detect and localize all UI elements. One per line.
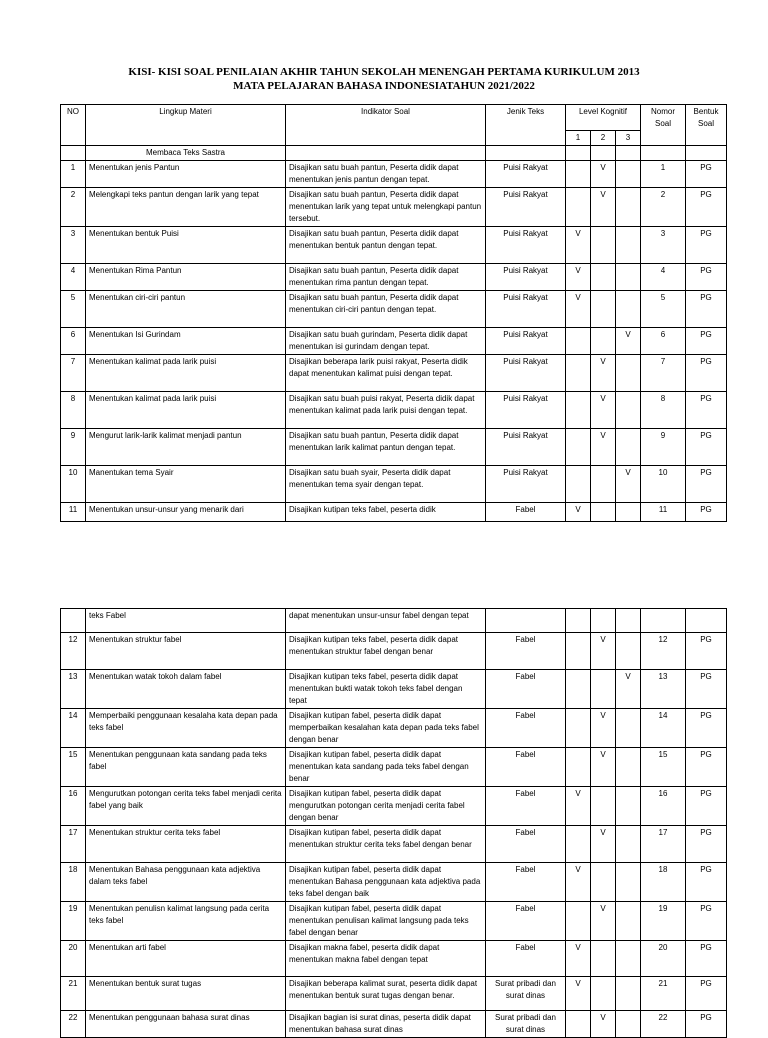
row-lingkup-materi: Menentukan Isi Gurindam xyxy=(86,328,286,355)
row-no: 9 xyxy=(61,429,86,466)
row-level-2: V xyxy=(591,392,616,429)
row-lingkup-materi: Mengurutkan potongan cerita teks fabel menjadi cerita fabel yang baik xyxy=(86,787,286,826)
row-jenis-teks: Fabel xyxy=(486,748,566,787)
row-level-2 xyxy=(591,503,616,522)
row-indikator-soal: Disajikan satu buah puisi rakyat, Peserta didik dapat menentukan kalimat pada larik puisi dengan tepat. xyxy=(286,392,486,429)
row-level-1: V xyxy=(566,941,591,977)
row-level-1 xyxy=(566,328,591,355)
row-indikator-soal: Disajikan satu buah pantun, Peserta didik dapat menentukan jenis pantun dengan tepat. xyxy=(286,161,486,188)
row-no: 22 xyxy=(61,1011,86,1038)
row-no: 16 xyxy=(61,787,86,826)
row-level-2 xyxy=(591,328,616,355)
header-indikator-soal: Indikator Soal xyxy=(286,105,486,146)
row-indikator-soal: Disajikan kutipan fabel, peserta didik dapat menentukan struktur cerita teks fabel dengan benar xyxy=(286,826,486,863)
row-lingkup-materi: Menentukan bentuk Puisi xyxy=(86,227,286,264)
row-level-2 xyxy=(591,941,616,977)
row-jenis-teks: Surat pribadi dan surat dinas xyxy=(486,977,566,1011)
table-row xyxy=(61,863,727,902)
table-row xyxy=(61,227,727,264)
table-row xyxy=(61,902,727,941)
row-no: 8 xyxy=(61,392,86,429)
row-level-2 xyxy=(591,466,616,503)
row-level-2: V xyxy=(591,633,616,670)
row-no: 3 xyxy=(61,227,86,264)
section-empty xyxy=(486,146,566,161)
table-row xyxy=(61,355,727,392)
table-row xyxy=(61,787,727,826)
section-empty xyxy=(616,146,641,161)
row-bentuk-soal: PG xyxy=(686,748,727,787)
row-level-2 xyxy=(591,977,616,1011)
header-no: NO xyxy=(61,105,86,146)
row-lingkup-materi: Melengkapi teks pantun dengan larik yang tepat xyxy=(86,188,286,227)
row-level-3 xyxy=(616,291,641,328)
row-indikator-soal: Disajikan satu buah gurindam, Peserta didik dapat menentukan isi gurindam dengan tepat. xyxy=(286,328,486,355)
row-lingkup-materi: Memperbaiki penggunaan kesalaha kata depan pada teks fabel xyxy=(86,709,286,748)
row-nomor-soal: 17 xyxy=(641,826,686,863)
row-jenis-teks: Puisi Rakyat xyxy=(486,264,566,291)
row-level-1 xyxy=(566,748,591,787)
row-indikator-soal: Disajikan bagian isi surat dinas, peserta didik dapat menentukan bahasa surat dinas xyxy=(286,1011,486,1038)
header-level-3: 3 xyxy=(616,131,641,146)
row-level-1 xyxy=(566,670,591,709)
row-indikator-soal: Disajikan satu buah pantun, Peserta didik dapat menentukan larik kalimat pantun dengan tepat. xyxy=(286,429,486,466)
table-row xyxy=(61,748,727,787)
table-row xyxy=(61,633,727,670)
row-indikator-soal: Disajikan kutipan fabel, peserta didik dapat mengurutkan potongan cerita menjadi cerita fabel dengan benar xyxy=(286,787,486,826)
row-nomor-soal: 21 xyxy=(641,977,686,1011)
row-bentuk-soal: PG xyxy=(686,826,727,863)
row-nomor-soal: 2 xyxy=(641,188,686,227)
row-bentuk-soal: PG xyxy=(686,188,727,227)
row-nomor-soal: 3 xyxy=(641,227,686,264)
row-level-2 xyxy=(591,227,616,264)
row-indikator-soal: dapat menentukan unsur-unsur fabel dengan tepat xyxy=(286,609,486,633)
section-empty xyxy=(591,146,616,161)
row-jenis-teks: Puisi Rakyat xyxy=(486,328,566,355)
table-row xyxy=(61,941,727,977)
row-level-2 xyxy=(591,670,616,709)
section-empty xyxy=(641,146,686,161)
row-level-1: V xyxy=(566,291,591,328)
row-no: 1 xyxy=(61,161,86,188)
row-jenis-teks: Puisi Rakyat xyxy=(486,466,566,503)
row-indikator-soal: Disajikan kutipan teks fabel, peserta didik dapat menentukan bukti watak tokoh teks fabel dengan tepat xyxy=(286,670,486,709)
row-jenis-teks: Fabel xyxy=(486,787,566,826)
table-row xyxy=(61,977,727,1011)
row-nomor-soal: 10 xyxy=(641,466,686,503)
row-no: 4 xyxy=(61,264,86,291)
row-level-3 xyxy=(616,227,641,264)
row-level-2: V xyxy=(591,429,616,466)
row-nomor-soal: 9 xyxy=(641,429,686,466)
row-indikator-soal: Disajikan beberapa kalimat surat, peserta didik dapat menentukan bentuk surat tugas dengan benar. xyxy=(286,977,486,1011)
table-row xyxy=(61,609,727,633)
row-level-3: V xyxy=(616,328,641,355)
row-no: 19 xyxy=(61,902,86,941)
row-nomor-soal: 6 xyxy=(641,328,686,355)
row-bentuk-soal: PG xyxy=(686,863,727,902)
row-level-1: V xyxy=(566,227,591,264)
row-jenis-teks: Fabel xyxy=(486,902,566,941)
row-indikator-soal: Disajikan kutipan fabel, peserta didik dapat menentukan kata sandang pada teks fabel dengan benar xyxy=(286,748,486,787)
row-level-1 xyxy=(566,161,591,188)
row-no: 18 xyxy=(61,863,86,902)
row-level-3 xyxy=(616,977,641,1011)
header-level-1: 1 xyxy=(566,131,591,146)
row-level-2: V xyxy=(591,709,616,748)
row-nomor-soal: 8 xyxy=(641,392,686,429)
row-lingkup-materi: Menentukan unsur-unsur yang menarik dari xyxy=(86,503,286,522)
row-level-2: V xyxy=(591,748,616,787)
table-row xyxy=(61,328,727,355)
row-bentuk-soal: PG xyxy=(686,633,727,670)
row-level-1: V xyxy=(566,787,591,826)
row-jenis-teks: Puisi Rakyat xyxy=(486,355,566,392)
row-level-3 xyxy=(616,709,641,748)
row-jenis-teks: Fabel xyxy=(486,670,566,709)
row-bentuk-soal: PG xyxy=(686,977,727,1011)
row-lingkup-materi: Menentukan bentuk surat tugas xyxy=(86,977,286,1011)
header-bentuk-soal: Bentuk Soal xyxy=(686,105,727,146)
row-no: 14 xyxy=(61,709,86,748)
row-lingkup-materi: Menentukan struktur cerita teks fabel xyxy=(86,826,286,863)
row-level-1 xyxy=(566,188,591,227)
row-bentuk-soal: PG xyxy=(686,227,727,264)
row-jenis-teks: Fabel xyxy=(486,503,566,522)
row-level-3 xyxy=(616,748,641,787)
row-level-3 xyxy=(616,1011,641,1038)
row-indikator-soal: Disajikan kutipan fabel, peserta didik dapat menentukan penulisan kalimat langsung pada teks fabel dengan benar xyxy=(286,902,486,941)
row-jenis-teks: Fabel xyxy=(486,709,566,748)
row-nomor-soal: 14 xyxy=(641,709,686,748)
row-level-3 xyxy=(616,902,641,941)
row-nomor-soal: 5 xyxy=(641,291,686,328)
row-bentuk-soal: PG xyxy=(686,355,727,392)
row-bentuk-soal: PG xyxy=(686,941,727,977)
row-indikator-soal: Disajikan satu buah syair, Peserta didik dapat menentukan tema syair dengan tepat. xyxy=(286,466,486,503)
row-level-3: V xyxy=(616,670,641,709)
row-level-2: V xyxy=(591,1011,616,1038)
row-bentuk-soal: PG xyxy=(686,787,727,826)
header-level-2: 2 xyxy=(591,131,616,146)
row-jenis-teks: Puisi Rakyat xyxy=(486,392,566,429)
row-lingkup-materi: Menentukan penggunaan kata sandang pada teks fabel xyxy=(86,748,286,787)
row-level-3: V xyxy=(616,466,641,503)
row-lingkup-materi: Menentukan jenis Pantun xyxy=(86,161,286,188)
row-lingkup-materi: Menentukan kalimat pada larik puisi xyxy=(86,355,286,392)
row-bentuk-soal: PG xyxy=(686,429,727,466)
row-level-3 xyxy=(616,429,641,466)
document-title-line1: KISI- KISI SOAL PENILAIAN AKHIR TAHUN SEKOLAH MENENGAH PERTAMA KURIKULUM 2013 xyxy=(128,66,640,78)
row-level-3 xyxy=(616,633,641,670)
row-indikator-soal: Disajikan satu buah pantun, Peserta didik dapat menentukan ciri-ciri pantun dengan tepat. xyxy=(286,291,486,328)
document-title-line2: MATA PELAJARAN BAHASA INDONESIATAHUN 2021/2022 xyxy=(233,80,535,92)
kisi-kisi-table-page2 xyxy=(60,608,727,1038)
row-level-3 xyxy=(616,264,641,291)
row-level-2: V xyxy=(591,188,616,227)
row-no: 10 xyxy=(61,466,86,503)
row-jenis-teks: Puisi Rakyat xyxy=(486,429,566,466)
row-nomor-soal: 22 xyxy=(641,1011,686,1038)
row-level-3 xyxy=(616,609,641,633)
row-level-1 xyxy=(566,633,591,670)
row-no: 12 xyxy=(61,633,86,670)
row-level-1 xyxy=(566,826,591,863)
table-row xyxy=(61,188,727,227)
row-no: 17 xyxy=(61,826,86,863)
row-jenis-teks: Fabel xyxy=(486,826,566,863)
row-level-2: V xyxy=(591,902,616,941)
row-indikator-soal: Disajikan kutipan teks fabel, peserta didik xyxy=(286,503,486,522)
row-level-3 xyxy=(616,863,641,902)
row-level-2 xyxy=(591,863,616,902)
row-level-3 xyxy=(616,392,641,429)
table-row xyxy=(61,264,727,291)
row-level-1: V xyxy=(566,863,591,902)
row-level-3 xyxy=(616,355,641,392)
row-no: 2 xyxy=(61,188,86,227)
row-lingkup-materi: Menentukan watak tokoh dalam fabel xyxy=(86,670,286,709)
row-level-2 xyxy=(591,264,616,291)
row-jenis-teks xyxy=(486,609,566,633)
row-lingkup-materi: Menentukan kalimat pada larik puisi xyxy=(86,392,286,429)
row-nomor-soal: 15 xyxy=(641,748,686,787)
row-nomor-soal: 13 xyxy=(641,670,686,709)
row-no: 21 xyxy=(61,977,86,1011)
row-lingkup-materi: Menentukan penggunaan bahasa surat dinas xyxy=(86,1011,286,1038)
table-row xyxy=(61,826,727,863)
row-jenis-teks: Surat pribadi dan surat dinas xyxy=(486,1011,566,1038)
row-indikator-soal: Disajikan makna fabel, peserta didik dapat menentukan makna fabel dengan tepat xyxy=(286,941,486,977)
row-bentuk-soal: PG xyxy=(686,291,727,328)
row-level-1: V xyxy=(566,503,591,522)
header-lingkup-materi: Lingkup Materi xyxy=(86,105,286,146)
row-bentuk-soal: PG xyxy=(686,902,727,941)
row-jenis-teks: Puisi Rakyat xyxy=(486,188,566,227)
table-row xyxy=(61,503,727,522)
row-bentuk-soal xyxy=(686,609,727,633)
row-level-1 xyxy=(566,609,591,633)
row-nomor-soal: 7 xyxy=(641,355,686,392)
table-row xyxy=(61,466,727,503)
row-bentuk-soal: PG xyxy=(686,328,727,355)
row-level-1 xyxy=(566,429,591,466)
row-nomor-soal: 20 xyxy=(641,941,686,977)
section-empty xyxy=(566,146,591,161)
row-indikator-soal: Disajikan beberapa larik puisi rakyat, Peserta didik dapat menentukan kalimat puisi dengan tepat. xyxy=(286,355,486,392)
row-nomor-soal: 19 xyxy=(641,902,686,941)
row-indikator-soal: Disajikan satu buah pantun, Peserta didik dapat menentukan rima pantun dengan tepat. xyxy=(286,264,486,291)
table-row xyxy=(61,709,727,748)
row-lingkup-materi: Menentukan penulisn kalimat langsung pada cerita teks fabel xyxy=(86,902,286,941)
row-lingkup-materi: Manentukan tema Syair xyxy=(86,466,286,503)
row-lingkup-materi: Menentukan struktur fabel xyxy=(86,633,286,670)
row-no: 11 xyxy=(61,503,86,522)
row-level-1 xyxy=(566,392,591,429)
row-bentuk-soal: PG xyxy=(686,670,727,709)
row-level-3 xyxy=(616,161,641,188)
row-no xyxy=(61,609,86,633)
row-lingkup-materi: Menentukan Rima Pantun xyxy=(86,264,286,291)
row-lingkup-materi: Mengurut larik-larik kalimat menjadi pantun xyxy=(86,429,286,466)
header-level-kognitif: Level Kognitif xyxy=(566,105,641,131)
row-level-1: V xyxy=(566,977,591,1011)
row-nomor-soal: 1 xyxy=(641,161,686,188)
row-nomor-soal: 16 xyxy=(641,787,686,826)
row-bentuk-soal: PG xyxy=(686,503,727,522)
row-no: 5 xyxy=(61,291,86,328)
row-level-1 xyxy=(566,902,591,941)
row-bentuk-soal: PG xyxy=(686,1011,727,1038)
row-level-3 xyxy=(616,188,641,227)
row-jenis-teks: Puisi Rakyat xyxy=(486,291,566,328)
row-lingkup-materi: Menentukan Bahasa penggunaan kata adjektiva dalam teks fabel xyxy=(86,863,286,902)
section-label: Membaca Teks Sastra xyxy=(86,146,286,161)
row-nomor-soal: 4 xyxy=(641,264,686,291)
row-no: 13 xyxy=(61,670,86,709)
row-level-1 xyxy=(566,1011,591,1038)
row-level-1 xyxy=(566,355,591,392)
row-indikator-soal: Disajikan kutipan teks fabel, peserta didik dapat menentukan struktur fabel dengan benar xyxy=(286,633,486,670)
header-nomor-soal: Nomor Soal xyxy=(641,105,686,146)
kisi-kisi-table-page1 xyxy=(60,104,727,522)
row-jenis-teks: Puisi Rakyat xyxy=(486,161,566,188)
row-level-3 xyxy=(616,826,641,863)
table-row xyxy=(61,670,727,709)
row-level-2 xyxy=(591,291,616,328)
row-level-2: V xyxy=(591,826,616,863)
row-no: 20 xyxy=(61,941,86,977)
section-empty xyxy=(686,146,727,161)
row-jenis-teks: Fabel xyxy=(486,863,566,902)
row-bentuk-soal: PG xyxy=(686,466,727,503)
row-indikator-soal: Disajikan satu buah pantun, Peserta didik dapat menentukan bentuk pantun dengan tepat. xyxy=(286,227,486,264)
row-indikator-soal: Disajikan kutipan fabel, peserta didik dapat memperbaikan kesalahan kata depan pada teks fabel dengan benar xyxy=(286,709,486,748)
row-bentuk-soal: PG xyxy=(686,392,727,429)
row-jenis-teks: Fabel xyxy=(486,633,566,670)
row-jenis-teks: Puisi Rakyat xyxy=(486,227,566,264)
row-indikator-soal: Disajikan kutipan fabel, peserta didik dapat menentukan Bahasa penggunaan kata adjektiva pada teks fabel dengan baik xyxy=(286,863,486,902)
table-row xyxy=(61,392,727,429)
row-no: 15 xyxy=(61,748,86,787)
table-row xyxy=(61,429,727,466)
section-empty-no xyxy=(61,146,86,161)
row-bentuk-soal: PG xyxy=(686,264,727,291)
row-nomor-soal: 11 xyxy=(641,503,686,522)
row-level-2: V xyxy=(591,355,616,392)
row-lingkup-materi: Menentukan ciri-ciri pantun xyxy=(86,291,286,328)
section-empty xyxy=(286,146,486,161)
row-jenis-teks: Fabel xyxy=(486,941,566,977)
row-level-2 xyxy=(591,787,616,826)
header-jenis-teks: Jenik Teks xyxy=(486,105,566,146)
row-nomor-soal: 12 xyxy=(641,633,686,670)
row-level-3 xyxy=(616,941,641,977)
table-row xyxy=(61,1011,727,1038)
row-indikator-soal: Disajikan satu buah pantun, Peserta didik dapat menentukan larik yang tepat untuk melengkapi pantun tersebut. xyxy=(286,188,486,227)
row-no: 7 xyxy=(61,355,86,392)
row-level-2 xyxy=(591,609,616,633)
row-bentuk-soal: PG xyxy=(686,161,727,188)
row-bentuk-soal: PG xyxy=(686,709,727,748)
row-lingkup-materi: Menentukan arti fabel xyxy=(86,941,286,977)
row-no: 6 xyxy=(61,328,86,355)
row-level-1 xyxy=(566,709,591,748)
row-nomor-soal: 18 xyxy=(641,863,686,902)
table-row xyxy=(61,291,727,328)
row-lingkup-materi: teks Fabel xyxy=(86,609,286,633)
row-level-2: V xyxy=(591,161,616,188)
row-level-3 xyxy=(616,503,641,522)
row-level-1 xyxy=(566,466,591,503)
table-row xyxy=(61,161,727,188)
row-level-3 xyxy=(616,787,641,826)
row-nomor-soal xyxy=(641,609,686,633)
row-level-1: V xyxy=(566,264,591,291)
